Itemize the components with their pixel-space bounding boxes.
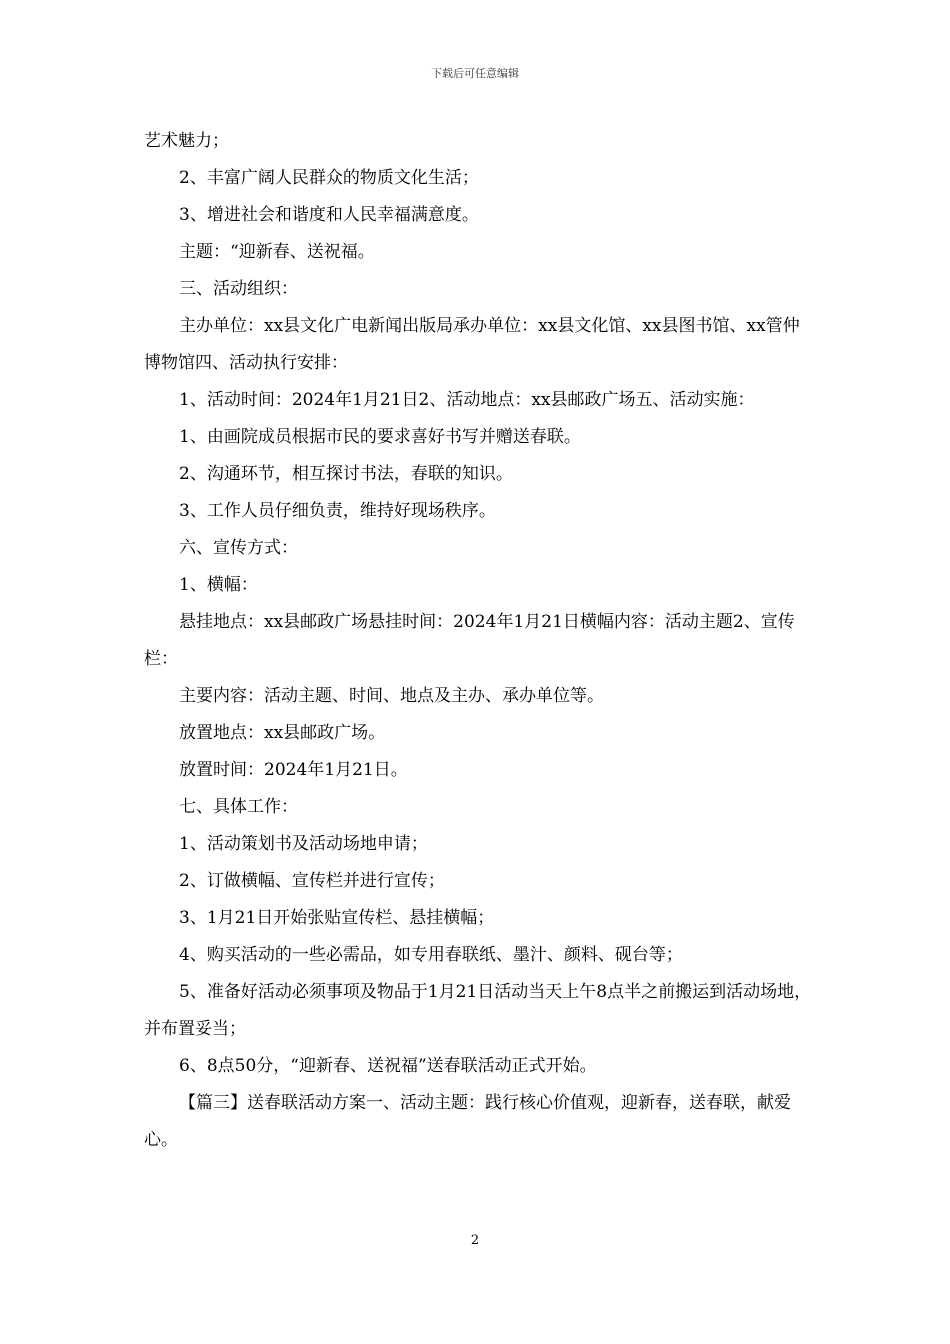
paragraph: 2、订做横幅、宣传栏并进行宣传； bbox=[179, 871, 445, 891]
paragraph: 6、8点50分，“迎新春、送祝福”送春联活动正式开始。 bbox=[179, 1056, 597, 1076]
section-heading: 六、宣传方式： bbox=[179, 538, 298, 558]
paragraph: 1、活动时间：2024年1月21日2、活动地点：xx县邮政广场五、活动实施： bbox=[179, 390, 755, 410]
page-number: 2 bbox=[470, 1233, 480, 1248]
paragraph: 悬挂地点：xx县邮政广场悬挂时间：2024年1月21日横幅内容：活动主题2、宣传栏： bbox=[144, 612, 795, 669]
section-heading: 三、活动组织： bbox=[179, 279, 298, 299]
paragraph: 3、1月21日开始张贴宣传栏、悬挂横幅； bbox=[179, 908, 495, 928]
paragraph: 2、沟通环节，相互探讨书法，春联的知识。 bbox=[179, 464, 513, 484]
paragraph: 5、准备好活动必须事项及物品于1月21日活动当天上午8点半之前搬运到活动场地，并布置妥当； bbox=[144, 982, 812, 1039]
paragraph: 3、工作人员仔细负责，维持好现场秩序。 bbox=[179, 501, 496, 521]
paragraph: 【篇三】送春联活动方案一、活动主题：践行核心价值观，迎新春，送春联，献爱心。 bbox=[144, 1093, 791, 1150]
paragraph: 放置地点：xx县邮政广场。 bbox=[179, 723, 386, 743]
paragraph: 4、购买活动的一些必需品，如专用春联纸、墨汁、颜料、砚台等； bbox=[179, 945, 683, 965]
page-header: 下载后可任意编辑 bbox=[431, 67, 519, 80]
paragraph: 主题：“迎新春、送祝福。 bbox=[179, 242, 375, 262]
document-body bbox=[144, 123, 812, 1159]
section-heading: 七、具体工作： bbox=[179, 797, 298, 817]
paragraph: 1、横幅： bbox=[179, 575, 258, 595]
paragraph: 主要内容：活动主题、时间、地点及主办、承办单位等。 bbox=[179, 686, 604, 706]
paragraph: 主办单位：xx县文化广电新闻出版局承办单位：xx县文化馆、xx县图书馆、xx管仲博物馆四、活动执行安排： bbox=[144, 316, 800, 373]
paragraph: 2、丰富广阔人民群众的物质文化生活； bbox=[179, 168, 479, 188]
paragraph: 放置时间：2024年1月21日。 bbox=[179, 760, 408, 780]
paragraph: 1、活动策划书及活动场地申请； bbox=[179, 834, 428, 854]
paragraph: 3、增进社会和谐度和人民幸福满意度。 bbox=[179, 205, 479, 225]
paragraph: 艺术魅力； bbox=[144, 131, 229, 151]
paragraph: 1、由画院成员根据市民的要求喜好书写并赠送春联。 bbox=[179, 427, 581, 447]
